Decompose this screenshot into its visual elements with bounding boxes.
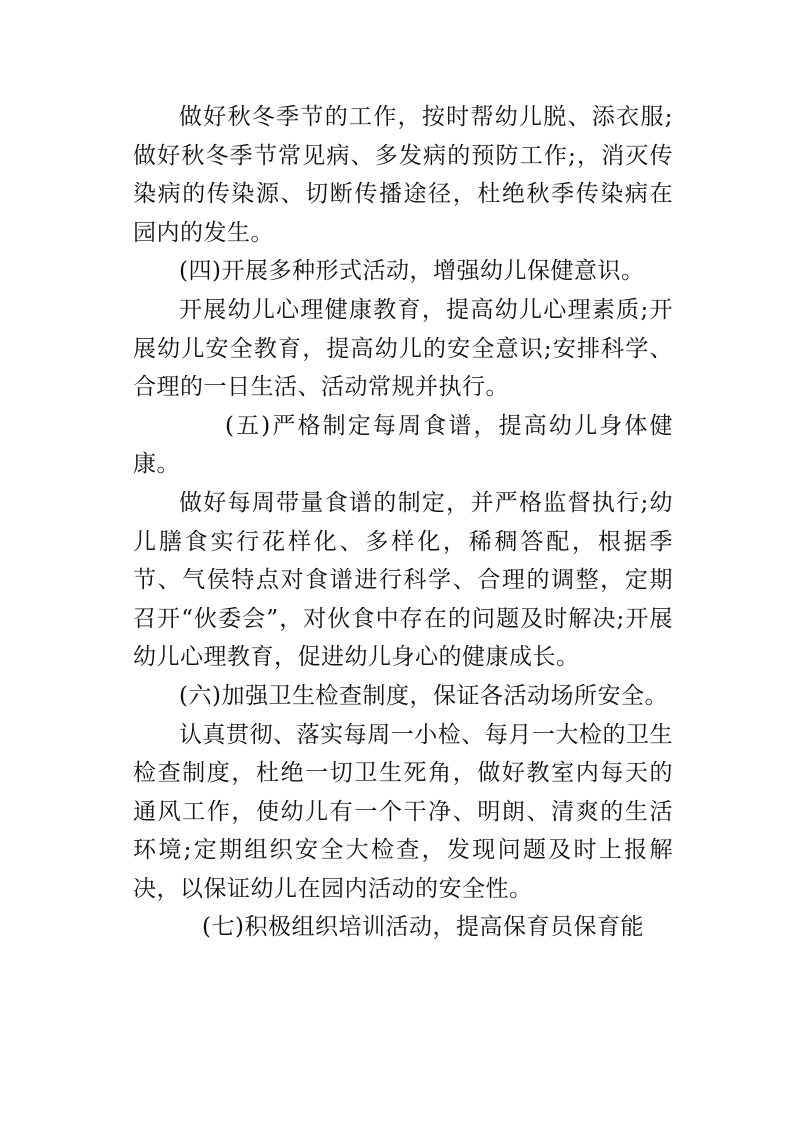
document-body	[133, 98, 673, 947]
section-heading-5: (五)严格制定每周食谱，提高幼儿身体健康。	[133, 412, 673, 478]
paragraph-autumn-winter-care: 做好秋冬季节的工作，按时帮幼儿脱、添衣服;做好秋冬季节常见病、多发病的预防工作;，消灭传染病的传染源、切断传播途径，杜绝秋季传染病在园内的发生。	[133, 104, 673, 246]
section-heading-4: (四)开展多种形式活动，增强幼儿保健意识。	[179, 258, 645, 285]
paragraph-mental-safety-education: 开展幼儿心理健康教育，提高幼儿心理素质;开展幼儿安全教育，提高幼儿的安全意识;安排科学、合理的一日生活、活动常规并执行。	[133, 296, 673, 401]
section-heading-7: (七)积极组织培训活动，提高保育员保育能	[202, 914, 644, 941]
section-heading-6: (六)加强卫生检查制度，保证各活动场所安全。	[179, 682, 668, 709]
paragraph-hygiene-inspection: 认真贯彻、落实每周一小检、每月一大检的卫生检查制度，杜绝一切卫生死角，做好教室内每天的通风工作，使幼儿有一个干净、明朗、清爽的生活环境;定期组织安全大检查，发现问题及时上报解决，以保证幼儿在园内活动的安全性。	[133, 721, 673, 902]
paragraph-weekly-menu: 做好每周带量食谱的制定，并严格监督执行;幼儿膳食实行花样化、多样化，稀稠答配，根据季节、气侯特点对食谱进行科学、合理的调整，定期召开“伙委会”，对伙食中存在的问题及时解决;开展幼儿心理教育，促进幼儿身心的健康成长。	[133, 489, 673, 671]
